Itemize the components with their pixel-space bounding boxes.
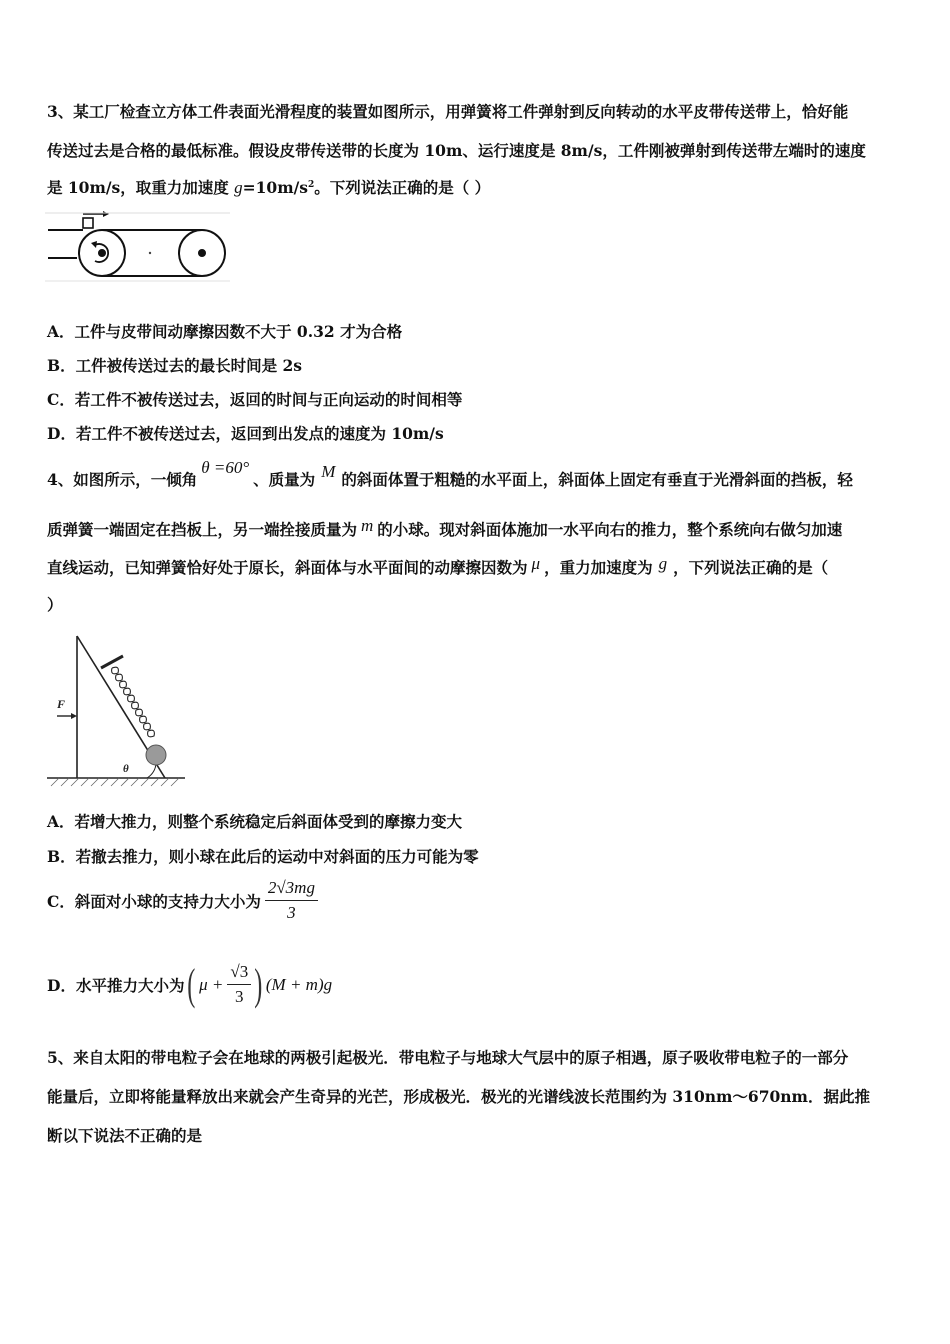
mass-M-symbol: M [321, 462, 336, 481]
q4-line-3 [47, 556, 828, 578]
right-paren: ) [254, 959, 263, 1009]
q4-option-c [47, 878, 318, 923]
fraction-d [227, 962, 251, 1007]
incline-spring-figure [47, 628, 187, 793]
q5-line-2: 能量后，立即将能量释放出来就会产生奇异的光芒，形成极光．极光的光谱线波长范围约为 310nm～670nm．据此推 [47, 1087, 870, 1106]
angle-label: θ [123, 763, 129, 775]
g-symbol: g [658, 554, 668, 573]
angle-formula: θ =60° [201, 458, 250, 477]
q4-line-1-b: 、质量为 [253, 470, 316, 489]
q4-line-2 [47, 518, 842, 540]
mu-plus: μ + [199, 974, 224, 994]
fraction-c-numerator: 2√3mg [265, 878, 318, 901]
conveyor-belt-figure [45, 208, 230, 286]
superscript-2: 2 [308, 179, 315, 190]
fraction-c [265, 878, 318, 923]
q5-line-3: 断以下说法不正确的是 [47, 1126, 203, 1145]
q4-line-2-a: 质弹簧一端固定在挡板上，另一端拴接质量为 [47, 520, 358, 539]
force-arrow-icon [71, 713, 77, 719]
ball-icon [146, 745, 166, 765]
q3-option-a: A．工件与皮带间动摩擦因数不大于 0.32 才为合格 [47, 322, 403, 341]
q4-line-2-b: 的小球。现对斜面体施加一水平向右的推力，整个系统向右做匀加速 [377, 520, 843, 539]
force-label: F [57, 697, 66, 711]
q4-option-a: A．若增大推力，则整个系统稳定后斜面体受到的摩擦力变大 [47, 812, 463, 831]
q3-line-3-post: 。下列说法正确的是（ ） [314, 178, 491, 197]
q4-line-4: ） [47, 595, 63, 614]
q4-option-c-text: C．斜面对小球的支持力大小为 [47, 891, 261, 911]
q4-line-1 [47, 458, 853, 490]
q4-line-3-a: 直线运动，已知弹簧恰好处于原长，斜面体与水平面间的动摩擦因数为 [47, 558, 528, 577]
q3-line-3-mid: =10m/s [242, 178, 309, 197]
q4-option-d-text: D．水平推力大小为 [47, 975, 185, 995]
mass-sum-term: (M + m)g [265, 974, 333, 994]
mass-m-symbol: m [361, 516, 374, 535]
mu-symbol: μ [531, 554, 541, 573]
q4-line-1-a: 4、如图所示，一倾角 [47, 470, 198, 489]
q4-line-3-b: ，重力加速度为 [544, 558, 653, 577]
fraction-d-denominator: 3 [235, 987, 244, 1006]
q4-line-3-c: ，下列说法正确的是（ [673, 558, 829, 577]
q3-line-2: 传送过去是合格的最低标准。假设皮带传送带的长度为 10m、运行速度是 8m/s，工件刚被弹射到传送带左端时的速度 [47, 141, 866, 160]
gravity-symbol: g [234, 178, 243, 197]
q3-option-c: C．若工件不被传送过去，返回的时间与正向运动的时间相等 [47, 390, 463, 409]
q5-line-1: 5、来自太阳的带电粒子会在地球的两极引起极光．带电粒子与地球大气层中的原子相遇，原子吸收带电粒子的一部分 [47, 1048, 849, 1067]
q3-option-d: D．若工件不被传送过去，返回到出发点的速度为 10m/s [47, 424, 444, 443]
q4-option-d [47, 959, 333, 1009]
q3-line-3-pre: 是 10m/s，取重力加速度 [47, 178, 235, 197]
left-paren: ( [187, 959, 196, 1009]
q4-option-b: B．若撤去推力，则小球在此后的运动中对斜面的压力可能为零 [47, 847, 479, 866]
fraction-c-denominator: 3 [287, 903, 296, 922]
fraction-d-numerator: √3 [227, 962, 251, 985]
q4-line-1-c: 的斜面体置于粗糙的水平面上，斜面体上固定有垂直于光滑斜面的挡板，轻 [341, 470, 853, 489]
q3-line-1: 3、某工厂检查立方体工件表面光滑程度的装置如图所示，用弹簧将工件弹射到反向转动的水平皮带传送带上，恰好能 [47, 102, 849, 121]
q3-line-3 [47, 176, 490, 198]
q3-option-b: B．工件被传送过去的最长时间是 2s [47, 356, 303, 375]
